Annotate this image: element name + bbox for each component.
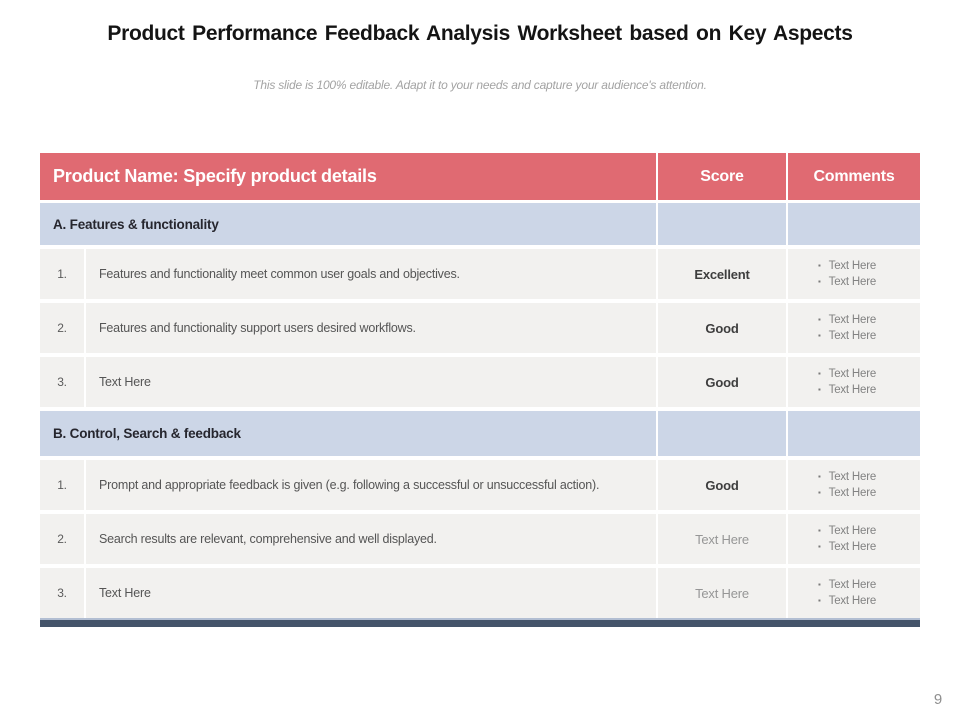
header-score: Score: [656, 153, 786, 200]
square-bullet-icon: ▪: [818, 472, 821, 481]
comment-text: Text Here: [828, 525, 877, 537]
row-description: Search results are relevant, comprehensive and well displayed.: [84, 514, 656, 564]
row-score: Text Here: [656, 568, 786, 618]
row-score: Good: [656, 357, 786, 407]
row-number: 1.: [57, 478, 67, 492]
row-comments: [786, 460, 920, 510]
table-row: [40, 303, 920, 353]
comment-item: [818, 485, 920, 501]
table-row: [40, 514, 920, 564]
row-number: 2.: [57, 321, 67, 335]
feedback-worksheet-table: [40, 153, 920, 627]
table-row: [40, 460, 920, 510]
comment-text: Text Here: [828, 260, 877, 272]
comment-item: [818, 469, 920, 485]
section-header-a: [40, 203, 920, 245]
comment-text: Text Here: [828, 579, 877, 591]
row-description: Features and functionality support users desired workflows.: [84, 303, 656, 353]
square-bullet-icon: ▪: [818, 315, 821, 324]
square-bullet-icon: ▪: [818, 369, 821, 378]
square-bullet-icon: ▪: [818, 596, 821, 605]
comment-item: [818, 328, 920, 344]
comment-item: [818, 577, 920, 593]
row-score: Good: [656, 303, 786, 353]
comment-text: Text Here: [828, 487, 877, 499]
square-bullet-icon: ▪: [818, 542, 821, 551]
comment-item: [818, 523, 920, 539]
section-b-label: B. Control, Search & feedback: [53, 426, 241, 441]
row-description: Text Here: [84, 568, 656, 618]
square-bullet-icon: ▪: [818, 580, 821, 589]
comment-item: [818, 593, 920, 609]
section-header-b: [40, 411, 920, 456]
comment-item: [818, 312, 920, 328]
comment-text: Text Here: [828, 314, 877, 326]
square-bullet-icon: ▪: [818, 526, 821, 535]
row-comments: [786, 249, 920, 299]
section-a-comments-cell: [786, 203, 920, 245]
square-bullet-icon: ▪: [818, 277, 821, 286]
square-bullet-icon: ▪: [818, 488, 821, 497]
row-number: 1.: [57, 267, 67, 281]
comment-item: [818, 539, 920, 555]
row-score: Text Here: [656, 514, 786, 564]
row-score: Good: [656, 460, 786, 510]
row-comments: [786, 303, 920, 353]
bottom-accent-bar: [40, 618, 920, 627]
row-description: Prompt and appropriate feedback is given (e.g. following a successful or unsuccessful action).: [84, 460, 656, 510]
row-comments: [786, 514, 920, 564]
comment-text: Text Here: [828, 384, 877, 396]
section-a-label: A. Features & functionality: [53, 216, 219, 232]
row-score: Excellent: [656, 249, 786, 299]
table-row: [40, 568, 920, 618]
square-bullet-icon: ▪: [818, 261, 821, 270]
row-description: Text Here: [84, 357, 656, 407]
comment-text: Text Here: [828, 541, 877, 553]
slide-subtitle: This slide is 100% editable. Adapt it to your needs and capture your audience's attention.: [253, 78, 707, 92]
comment-text: Text Here: [828, 330, 877, 342]
row-number: 2.: [57, 532, 67, 546]
table-row: [40, 357, 920, 407]
comment-item: [818, 382, 920, 398]
comment-item: [818, 258, 920, 274]
table-row: [40, 249, 920, 299]
comment-text: Text Here: [828, 595, 877, 607]
row-number: 3.: [57, 586, 67, 600]
row-comments: [786, 357, 920, 407]
square-bullet-icon: ▪: [818, 385, 821, 394]
square-bullet-icon: ▪: [818, 331, 821, 340]
header-product-name: Product Name: Specify product details: [53, 166, 377, 186]
comment-item: [818, 274, 920, 290]
table-header-row: [40, 153, 920, 200]
page-number: 9: [933, 691, 942, 708]
comment-item: [818, 366, 920, 382]
row-number: 3.: [57, 375, 67, 389]
row-description: Features and functionality meet common user goals and objectives.: [84, 249, 656, 299]
section-b-comments-cell: [786, 411, 920, 456]
section-a-score-cell: [656, 203, 786, 245]
comment-text: Text Here: [828, 471, 877, 483]
comment-text: Text Here: [828, 276, 877, 288]
row-comments: [786, 568, 920, 618]
slide-title: Product Performance Feedback Analysis Worksheet based on Key Aspects: [107, 22, 853, 45]
section-b-score-cell: [656, 411, 786, 456]
header-comments: Comments: [786, 153, 920, 200]
comment-text: Text Here: [828, 368, 877, 380]
